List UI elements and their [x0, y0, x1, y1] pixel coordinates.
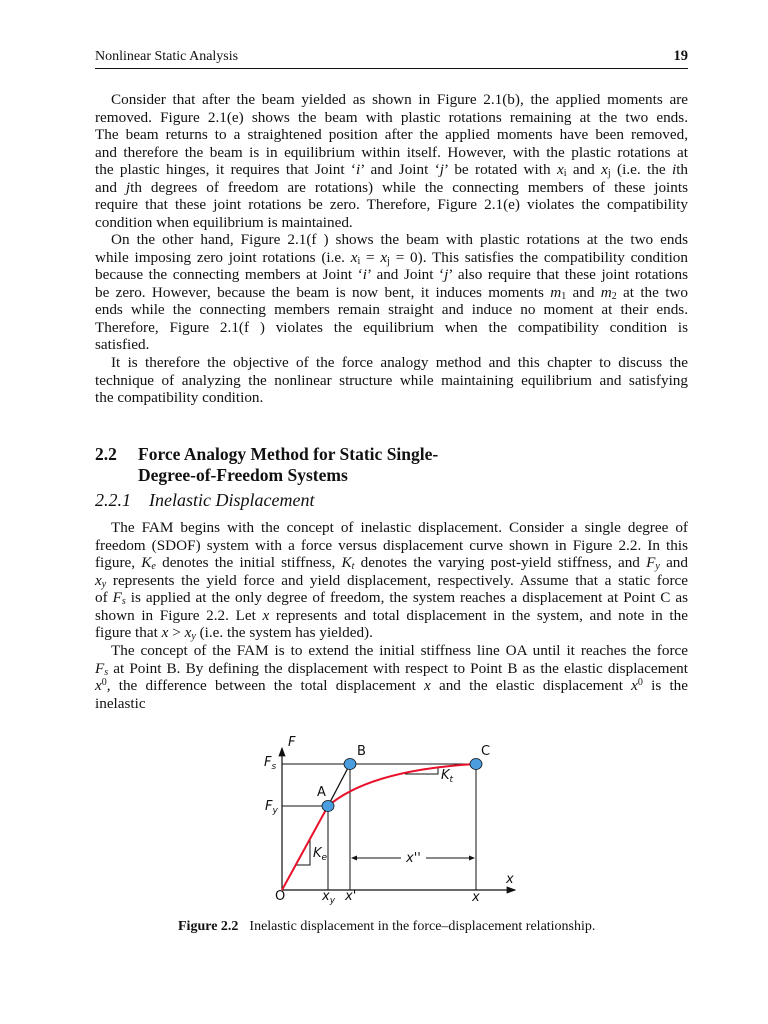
text-segment: x	[601, 161, 608, 178]
label-b: B	[357, 744, 366, 759]
text-segment: s	[121, 596, 126, 607]
text-segment: m	[550, 283, 562, 301]
text-segment: is applied at the only degree of freedom, the system reaches a displacement at Point C as	[125, 589, 688, 606]
point-c	[470, 759, 482, 770]
text-segment: figure,	[95, 554, 142, 571]
text-segment: y	[191, 631, 196, 642]
text-segment: th	[676, 161, 689, 178]
text-segment: x	[556, 161, 564, 178]
label-x-prime: x'	[345, 889, 357, 904]
extended-stiffness-line	[328, 764, 350, 806]
text-segment: x	[161, 624, 169, 641]
text-segment: j	[607, 168, 611, 179]
text-segment: t	[351, 561, 355, 572]
subsection-number: 2.2.1	[95, 490, 131, 510]
text-segment: y	[101, 578, 107, 590]
label-fy: $F_y$	[265, 799, 278, 816]
text-segment: figure that	[95, 624, 162, 641]
text-segment: 0	[101, 677, 107, 688]
text-segment: and	[659, 554, 688, 571]
text-segment: = 0). This satisfies the compatibility condition	[389, 248, 688, 266]
text-segment: because the connecting members at Joint ‘	[95, 266, 363, 283]
text-segment: =	[360, 248, 381, 266]
caption-text: Inelastic displacement in the force–displacement relationship.	[249, 919, 596, 934]
subsection-title: Inelastic Displacement	[149, 490, 315, 510]
text-segment: On the other hand, Figure 2.1(f ) shows the beam with plastic rotations at the two ends	[111, 231, 688, 248]
text-segment: denotes the varying post-yield stiffness, and	[354, 554, 647, 571]
text-segment: the compatibility condition.	[95, 389, 264, 406]
text-segment: x	[262, 606, 270, 624]
text-segment: j	[387, 255, 390, 267]
text-segment: i	[357, 255, 361, 267]
text-segment: (i.e. the	[610, 161, 672, 178]
text-segment: i	[355, 161, 361, 178]
text-segment: denotes the initial stiffness,	[155, 554, 342, 571]
text-segment: 1	[561, 290, 567, 302]
text-segment: at the two	[616, 283, 688, 301]
text-segment: and	[95, 178, 126, 196]
text-segment: th degrees of freedom are rotations) while the connecting members of these joints	[130, 178, 688, 196]
text-segment: F	[112, 589, 122, 606]
text-segment: ’ and Joint ‘	[367, 266, 445, 283]
text-segment: i	[362, 266, 367, 283]
text-segment: while imposing zero joint rotations (i.e.	[95, 248, 351, 266]
text-segment: j	[125, 178, 131, 196]
label-x-double-prime: x''	[406, 851, 421, 866]
text-segment: at Point B. By defining the displacement with respect to Point B as the elastic displacement	[108, 659, 688, 677]
text-segment: K	[341, 554, 352, 571]
text-segment: condition when equilibrium is maintained.	[95, 213, 353, 231]
text-segment: >	[168, 624, 185, 641]
label-x-axis: x	[506, 872, 514, 887]
section-title-line1: Force Analogy Method for Static Single-	[138, 444, 439, 464]
section-number: 2.2	[95, 444, 117, 464]
label-a: A	[317, 785, 326, 800]
text-segment: F	[95, 659, 105, 677]
text-segment: be zero. However, because the beam is now bent, it induces moments	[95, 283, 551, 301]
label-xy: $x_y$	[322, 889, 336, 906]
text-segment: x	[424, 677, 431, 694]
text-segment: Consider that after the beam yielded as shown in Figure 2.1(b), the applied moments are	[111, 91, 688, 108]
running-title: Nonlinear Static Analysis	[95, 49, 239, 64]
text-segment: x	[350, 248, 358, 266]
text-segment: K	[141, 554, 152, 571]
text-segment: It is therefore the objective of the force analogy method and this chapter to discuss the	[111, 354, 688, 371]
label-origin: O	[275, 889, 286, 904]
text-segment: x	[184, 624, 192, 641]
text-segment: and the elastic displacement	[430, 677, 632, 694]
text-segment: and	[566, 161, 602, 178]
text-segment: the plastic hinges, it requires that Joint ‘	[95, 161, 356, 178]
text-segment: ’ and Joint ‘	[360, 161, 440, 178]
text-segment: satisfied.	[95, 336, 150, 353]
text-segment: ’ be rotated with	[444, 161, 557, 178]
text-segment: x	[95, 677, 102, 694]
text-segment: (i.e. the system has yielded).	[195, 624, 373, 641]
label-fs: $F_s$	[264, 755, 277, 772]
text-segment: represents and total displacement in the system, and note in the	[269, 606, 688, 624]
text-segment: i	[563, 168, 567, 179]
label-kt: $K_t$	[441, 768, 454, 785]
text-segment: represents the yield force and yield displacement, respectively. Assume that a static force	[106, 571, 688, 589]
text-segment: removed. Figure 2.1(e) shows the beam with plastic rotations remaining at the two ends.	[95, 108, 688, 126]
text-segment: and therefore the beam is in equilibrium within itself. However, with the plastic rotations at	[95, 143, 688, 161]
section-title-line2: Degree-of-Freedom Systems	[138, 465, 348, 485]
page-number: 19	[673, 48, 688, 64]
text-segment: m	[600, 283, 612, 301]
text-segment: j	[439, 161, 445, 178]
text-segment: x	[631, 677, 638, 694]
text-segment: j	[444, 266, 449, 283]
text-segment: is the	[642, 677, 688, 694]
text-segment: The concept of the FAM is to extend the initial stiffness line OA until it reaches the force	[111, 642, 688, 659]
text-segment: ’ also require that these joint rotations	[448, 266, 689, 283]
text-segment: , the difference between the total displacement	[106, 677, 425, 694]
text-segment: 2	[611, 290, 617, 302]
text-segment: e	[151, 561, 156, 572]
text-segment: ends while the connecting members remain straight and induce no moment at their ends.	[95, 301, 688, 318]
figure-caption	[178, 919, 595, 935]
text-segment: of	[95, 589, 113, 606]
text-segment: and	[566, 283, 601, 301]
text-segment: i	[671, 161, 677, 178]
text-segment: shown in Figure 2.2. Let	[95, 606, 263, 624]
text-segment: The beam returns to a straightened position after the applied moments have been removed,	[95, 126, 688, 143]
point-b	[344, 759, 356, 770]
text-segment: F	[646, 554, 656, 571]
text-segment: require that these joint rotations be zero. Therefore, Figure 2.1(e) violates the compatibility	[95, 196, 688, 213]
text-segment: 0	[637, 677, 643, 688]
label-c: C	[481, 744, 491, 759]
text-segment: The FAM begins with the concept of inelastic displacement. Consider a single degree of	[111, 519, 688, 536]
text-segment: x	[380, 248, 388, 266]
label-x-tick: x	[472, 890, 480, 905]
label-ke: $K_e$	[313, 846, 328, 863]
text-segment: y	[655, 561, 660, 572]
label-f: F	[288, 735, 296, 750]
text-segment: technique of analyzing the nonlinear structure while maintaining equilibrium and satisfying	[95, 371, 688, 389]
text-segment: inelastic	[95, 694, 146, 712]
text-segment: Therefore, Figure 2.1(f ) violates the equilibrium when the compatibility condition is	[95, 318, 688, 336]
text-segment: x	[95, 571, 102, 589]
text-segment: freedom (SDOF) system with a force versus displacement curve shown in Figure 2.2. In this	[95, 536, 688, 554]
caption-label: Figure 2.2	[178, 919, 239, 934]
point-a	[322, 801, 334, 812]
text-segment: s	[104, 666, 109, 678]
